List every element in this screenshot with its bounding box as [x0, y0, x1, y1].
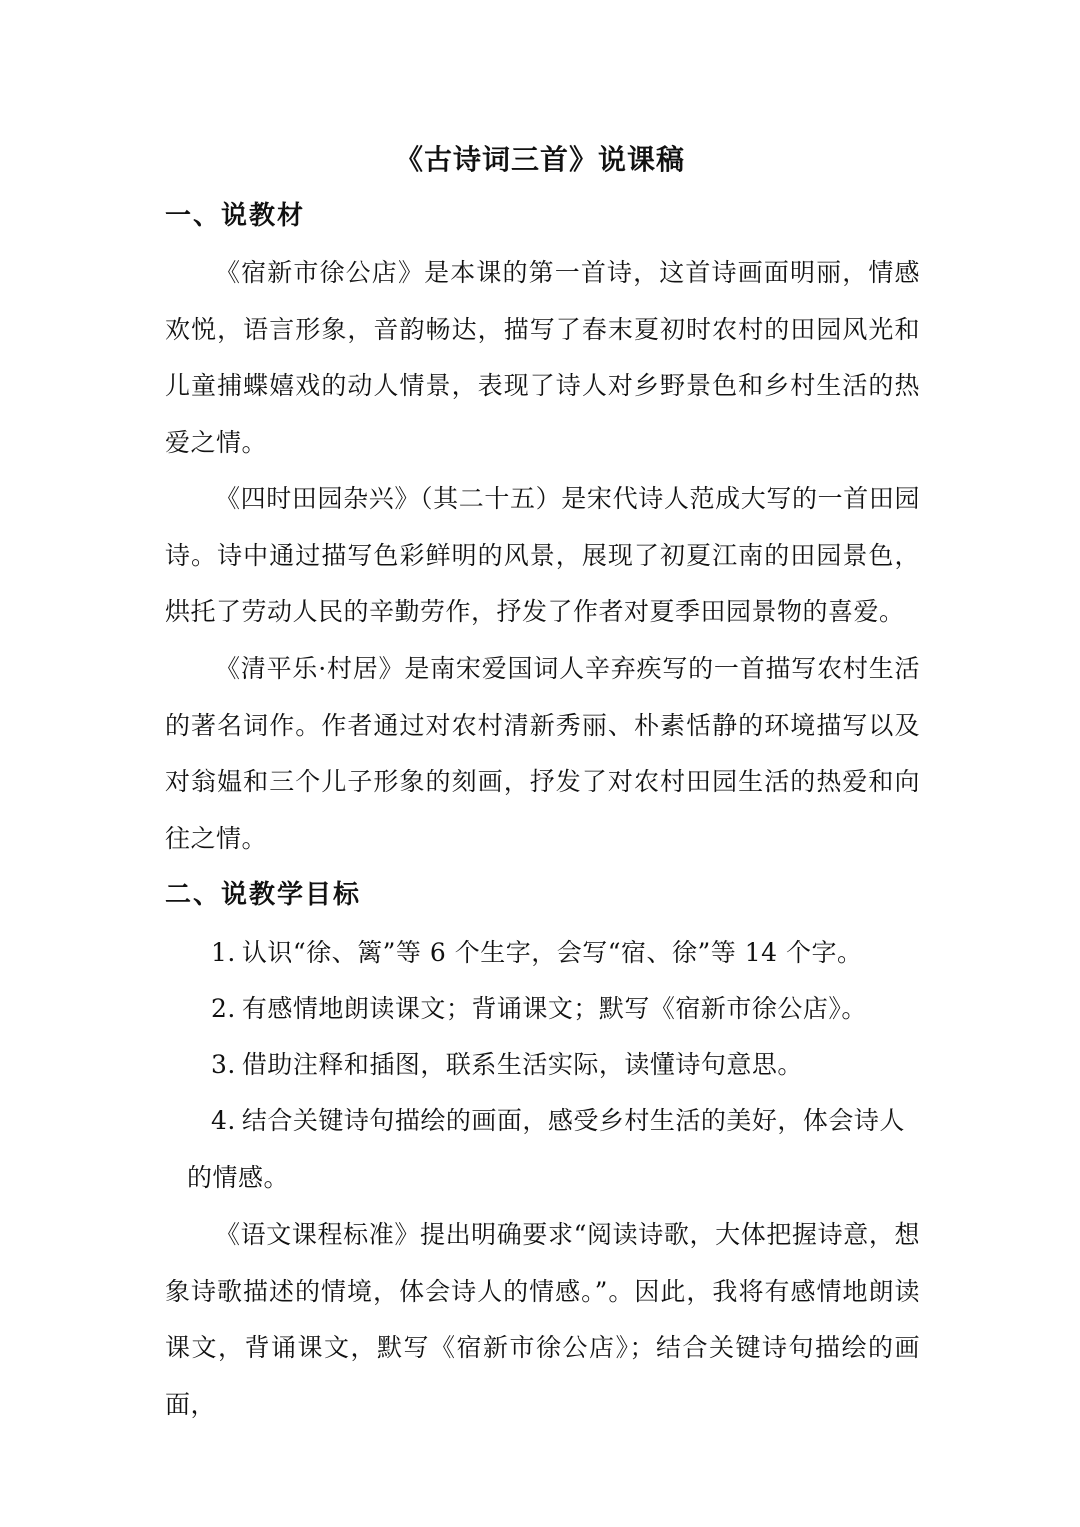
goal-item: [165, 925, 920, 982]
goal-text: 有感情地朗读课文；背诵课文；默写《宿新市徐公店》。: [241, 994, 867, 1023]
paragraph-curriculum-standard: 《语文课程标准》提出明确要求“阅读诗歌，大体把握诗意，想象诗歌描述的情境，体会诗人的情感。”。因此，我将有感情地朗读课文，背诵课文，默写《宿新市徐公店》；结合关键诗句描绘的画面，: [165, 1220, 920, 1419]
goal-number: 3.: [211, 1050, 236, 1079]
paragraph-poem-2: 《四时田园杂兴》（其二十五）是宋代诗人范成大写的一首田园诗。诗中通过描写色彩鲜明的风景，展现了初夏江南的田园景色，烘托了劳动人民的辛勤劳作，抒发了作者对夏季田园景物的喜爱。: [165, 484, 920, 626]
paragraph-poem-3: 《清平乐·村居》是南宋爱国词人辛弃疾写的一首描写农村生活的著名词作。作者通过对农村清新秀丽、朴素恬静的环境描写以及对翁媪和三个儿子形象的刻画，抒发了对农村田园生活的热爱和向往之情。: [165, 654, 920, 853]
section-heading-textbook: 一、说教材: [165, 201, 306, 231]
document-title: 《古诗词三首》说课稿: [394, 143, 685, 176]
goal-item: [165, 1037, 920, 1094]
section-heading-goals: 二、说教学目标: [165, 880, 362, 910]
goal-number: 1.: [211, 938, 236, 967]
goal-item: [165, 981, 920, 1038]
paragraph-poem-1: 《宿新市徐公店》是本课的第一首诗，这首诗画面明丽，情感欢悦，语言形象，音韵畅达，描写了春末夏初时农村的田园风光和儿童捕蝶嬉戏的动人情景，表现了诗人对乡野景色和乡村生活的热爱之情。: [165, 258, 920, 457]
goal-text: 结合关键诗句描绘的画面，感受乡村生活的美好，体会诗人的情感。: [187, 1106, 905, 1192]
goal-number: 4.: [211, 1106, 236, 1135]
goal-text: 认识“徐、篱”等 6 个生字，会写“宿、徐”等 14 个字。: [241, 938, 863, 967]
goal-number: 2.: [211, 994, 236, 1023]
goal-item: [165, 1093, 920, 1206]
goal-text: 借助注释和插图，联系生活实际，读懂诗句意思。: [241, 1050, 803, 1079]
